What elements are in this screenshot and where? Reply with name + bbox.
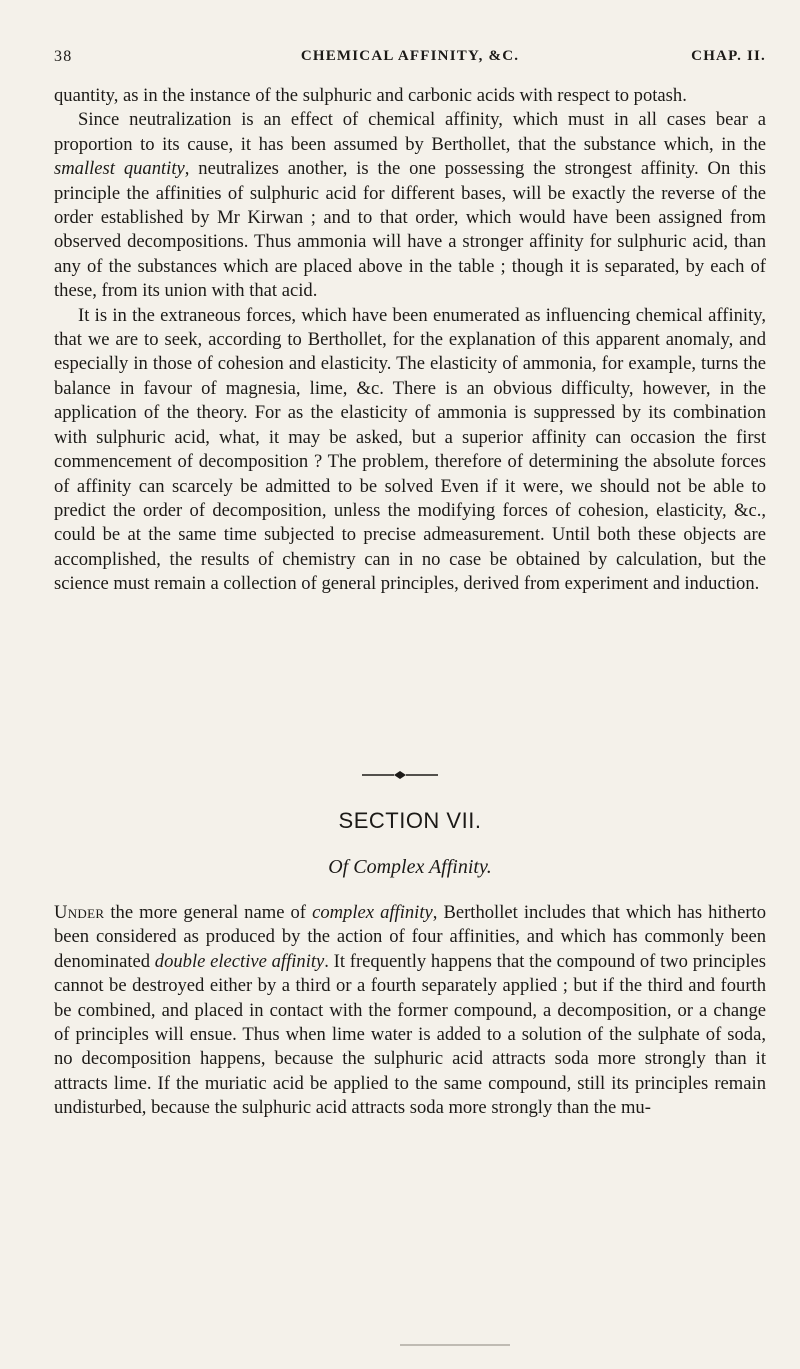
paragraph-text: It is in the extraneous forces, which have been enumerated as influencing chemical affinity, that we are to seek, according to Berthollet, for the explanation of this apparent anomaly, and especially in those of cohesion and elasticity. The elasticity of ammonia, for example, turns the balance in favour of magnesia, lime, &c. There is an obvious difficulty, however, in the application of the theory. For as the elasticity of ammonia is suppressed by its combination with sulphuric acid, what, it may be asked, but a superior affinity can occasion the first commencement of decomposition ? The problem, therefore of determining the absolute forces of affinity can scarcely be admitted to be solved Even if it were, we should not be able to predict the order of decomposition, unless the modifying forces of cohesion, elasticity, &c., could be at the same time subjected to precise admeasurement. Until both these objects are accomplished, the results of chemistry can in no case be obtained by calculation, but the science must remain a collection of general principles, derived from experiment and induction. xyxy=(54,304,766,595)
main-text xyxy=(54,84,766,597)
section-text xyxy=(54,901,766,1121)
printer-mark xyxy=(400,1342,520,1348)
chapter-label: CHAP. II. xyxy=(691,48,766,64)
running-title: CHEMICAL AFFINITY, &C. xyxy=(300,48,520,64)
section-heading: SECTION VII. xyxy=(338,808,482,833)
paragraph-neutralization xyxy=(54,108,766,303)
emphasis-text: double elective affinity xyxy=(154,950,325,972)
section-divider-ornament xyxy=(340,770,460,780)
running-head xyxy=(54,48,766,72)
paragraph-continuation xyxy=(54,84,766,108)
paragraph-text: Since neutralization is an effect of chemical affinity, which must in all cases bear a proportion to its cause, it has been assumed by Berthollet, that the substance which, in the xyxy=(54,109,766,155)
paragraph-text: , neutralizes another, is the one possessing the strongest affinity. On this principle the affinities of sulphuric acid for different bases, will be exactly the reverse of the order established by Mr Kirwan ; and to that order, which would have been assigned from observed decompositions. Thus ammonia will have a stronger affinity for sulphuric acid, than any of the substances which are placed above in the table ; though it is separated, by each of these, from its union with that acid. xyxy=(54,158,766,302)
paragraph-text: the more general name of xyxy=(104,902,313,923)
emphasis-text: smallest quantity xyxy=(54,158,185,180)
paragraph-text: . It frequently happens that the compound of two principles cannot be destroyed either by a third or a fourth separately applied ; but if the third and fourth be combined, and placed in contact with the former compound, a decomposition, or a change of principles will ensue. Thus when lime water is added to a solution of the sulphate of soda, no decomposition happens, because the sulphuric acid attracts soda more strongly than it attracts lime. If the muriatic acid be applied to the same compound, still its principles remain undisturbed, because the sulphuric acid attracts soda more strongly than the mu- xyxy=(54,950,767,1119)
paragraph-text: quantity, as in the instance of the sulphuric and carbonic acids with respect to potash. xyxy=(54,85,687,106)
paragraph-extraneous-forces xyxy=(54,304,766,597)
page-number: 38 xyxy=(54,48,73,65)
paragraph-complex-affinity xyxy=(54,901,766,1121)
section-subtitle: Of Complex Affinity. xyxy=(328,856,492,878)
paragraph-text: , Berthollet includes that which has hitherto been considered as produced by the action of four affinities, and which has commonly been denominated xyxy=(54,902,766,972)
emphasis-text: complex affinity xyxy=(312,902,433,923)
lead-word: Under xyxy=(54,902,105,923)
